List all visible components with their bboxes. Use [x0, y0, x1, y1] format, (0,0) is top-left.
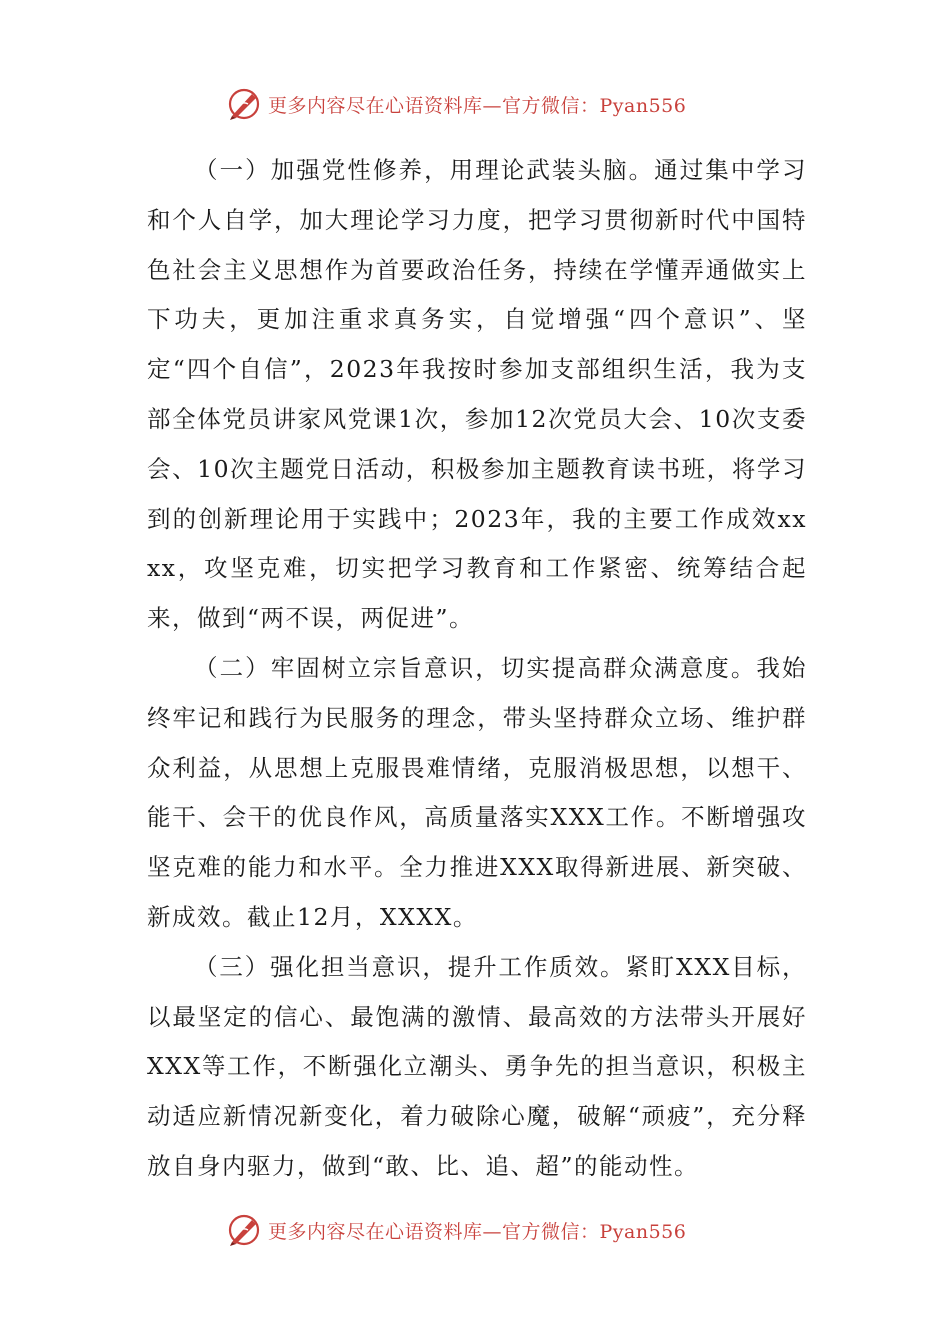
watermark-text: 更多内容尽在心语资料库—官方微信：Pyan556 [268, 94, 687, 117]
header-watermark [226, 84, 746, 124]
pen-logo-icon [226, 1212, 262, 1248]
document-body [147, 146, 807, 1192]
paragraph-3: （三）强化担当意识，提升工作质效。紧盯XXX目标，以最坚定的信心、最饱满的激情、最高效的方法带头开展好XXX等工作，不断强化立潮头、勇争先的担当意识，积极主动适应新情况新变化，着力破除心魔，破解“顽疲”，充分释放自身内驱力，做到“敢、比、追、超”的能动性。 [147, 952, 807, 1180]
watermark-text: 更多内容尽在心语资料库—官方微信：Pyan556 [268, 1220, 687, 1243]
paragraph-2: （二）牢固树立宗旨意识，切实提高群众满意度。我始终牢记和践行为民服务的理念，带头坚持群众立场、维护群众利益，从思想上克服畏难情绪，克服消极思想，以想干、能干、会干的优良作风，高质量落实XXX工作。不断增强攻坚克难的能力和水平。全力推进XXX取得新进展、新突破、新成效。截止12月，XXXX。 [147, 653, 807, 931]
pen-logo-icon [226, 86, 262, 122]
footer-watermark [226, 1210, 746, 1250]
paragraph-1: （一）加强党性修养，用理论武装头脑。通过集中学习和个人自学，加大理论学习力度，把学习贯彻新时代中国特色社会主义思想作为首要政治任务，持续在学懂弄通做实上下功夫，更加注重求真务实，自觉增强“四个意识”、坚定“四个自信”，2023年我按时参加支部组织生活，我为支部全体党员讲家风党课1次，参加12次党员大会、10次支委会、10次主题党日活动，积极参加主题教育读书班，将学习到的创新理论用于实践中；2023年，我的主要工作成效xxxx，攻坚克难，切实把学习教育和工作紧密、统筹结合起来，做到“两不误，两促进”。 [147, 156, 807, 633]
